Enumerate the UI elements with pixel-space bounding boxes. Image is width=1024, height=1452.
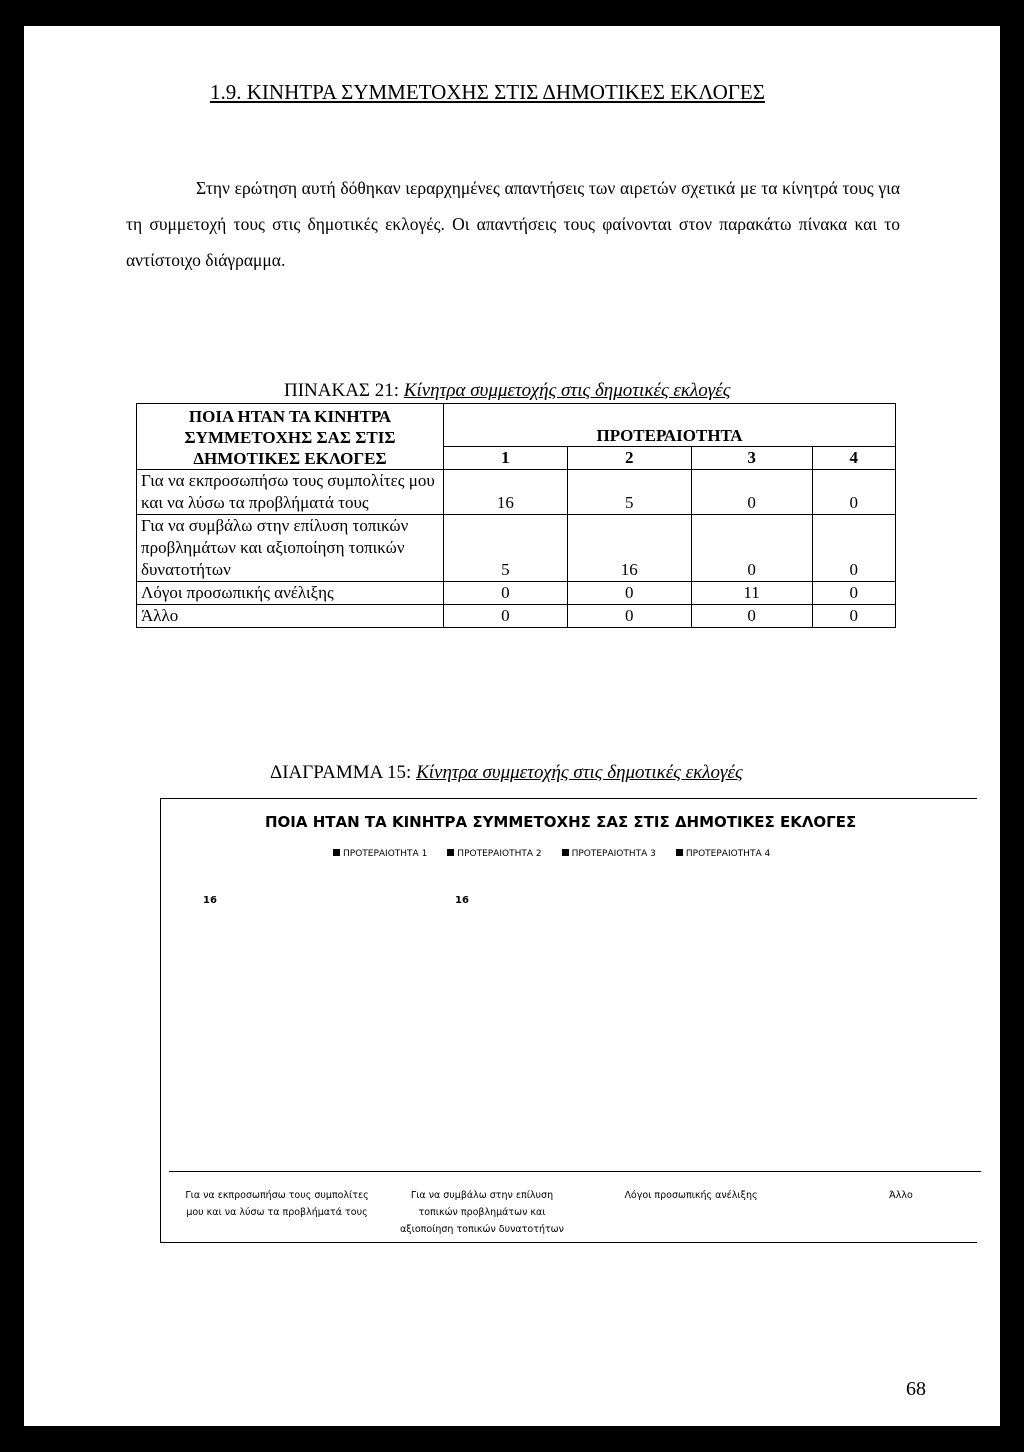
x-tick-label: Για να συμβάλω στην επίλυση τοπικών προβλημάτων και αξιοποίηση τοπικών δυνατοτήτων [400,1190,564,1235]
x-tick-label: Για να εκπροσωπήσω τους συμπολίτες μου και να λύσω τα προβλήματά τους [185,1190,369,1218]
legend-swatch [333,849,340,856]
table-caption [284,380,730,402]
legend-swatch [562,849,569,856]
row-label: Άλλο [137,605,444,628]
page-number: 68 [906,1378,926,1400]
cell-value: 0 [444,582,568,605]
cell-value: 0 [812,470,895,515]
table-caption-title: Κίνητρα συμμετοχής στις δημοτικές εκλογές [403,380,731,401]
cell-value: 5 [567,470,691,515]
chart-legend [333,849,770,859]
cell-value: 0 [812,582,895,605]
legend-swatch [676,849,683,856]
cell-value: 5 [444,515,568,582]
cell-value: 16 [444,470,568,515]
x-tick-label: Λόγοι προσωπικής ανέλιξης [624,1190,758,1201]
table-header-priority: ΠΡΟΤΕΡΑΙΟΤΗΤΑ [444,404,896,447]
legend-item [676,849,770,859]
chart-caption-title: Κίνητρα συμμετοχής στις δημοτικές εκλογές [416,762,743,783]
chart-caption-prefix: ΔΙΑΓΡΑΜΜΑ 15: [270,762,417,783]
cell-value: 0 [691,515,812,582]
cell-value: 0 [567,582,691,605]
cell-value: 0 [691,470,812,515]
x-axis-line [169,1171,981,1172]
data-label: 16 [455,895,469,906]
x-tick-label: Άλλο [889,1190,913,1201]
legend-item [562,849,656,859]
chart [160,798,977,1243]
row-label: Λόγοι προσωπικής ανέλιξης [137,582,444,605]
cell-value: 11 [691,582,812,605]
table-row [137,605,896,628]
priority-col-4: 4 [812,447,895,470]
table-row [137,582,896,605]
chart-title: ΠΟΙΑ ΗΤΑΝ ΤΑ ΚΙΝΗΤΡΑ ΣΥΜΜΕΤΟΧΗΣ ΣΑΣ ΣΤΙΣ ΔΗΜΟΤΙΚΕΣ ΕΚΛΟΓΕΣ [265,813,857,831]
cell-value: 0 [567,605,691,628]
section-heading: 1.9. ΚΙΝΗΤΡΑ ΣΥΜΜΕΤΟΧΗΣ ΣΤΙΣ ΔΗΜΟΤΙΚΕΣ ΕΚΛΟΓΕΣ [210,80,765,104]
priority-col-3: 3 [691,447,812,470]
row-label: Για να συμβάλω στην επίλυση τοπικών προβλημάτων και αξιοποίηση τοπικών δυνατοτήτων [137,515,444,582]
intro-paragraph: Στην ερώτηση αυτή δόθηκαν ιεραρχημένες απαντήσεις των αιρετών σχετικά με τα κίνητρά τους για τη συμμετοχή τους στις δημοτικές εκλογές. Οι απαντήσεις τους φαίνονται στον παρακάτω πίνακα και το αντίστοιχο διάγραμμα. [126,178,900,270]
priority-col-1: 1 [444,447,568,470]
cell-value: 0 [691,605,812,628]
cell-value: 0 [812,605,895,628]
legend-item [447,849,541,859]
cell-value: 0 [444,605,568,628]
chart-caption [270,762,743,784]
table-header-motives: ΠΟΙΑ ΗΤΑΝ ΤΑ ΚΙΝΗΤΡΑ ΣΥΜΜΕΤΟΧΗΣ ΣΑΣ ΣΤΙΣ ΔΗΜΟΤΙΚΕΣ ΕΚΛΟΓΕΣ [137,404,444,470]
legend-label: ΠΡΟΤΕΡΑΙΟΤΗΤΑ 3 [571,849,656,859]
cell-value: 0 [812,515,895,582]
data-label: 16 [203,895,217,906]
legend-label: ΠΡΟΤΕΡΑΙΟΤΗΤΑ 4 [685,849,771,859]
motives-table [136,403,896,628]
legend-item [333,849,427,859]
row-label: Για να εκπροσωπήσω τους συμπολίτες μου και να λύσω τα προβλήματά τους [137,470,444,515]
table-row [137,470,896,515]
legend-label: ΠΡΟΤΕΡΑΙΟΤΗΤΑ 1 [343,849,428,859]
table-caption-prefix: ΠΙΝΑΚΑΣ 21: [284,380,404,401]
legend-swatch [447,849,454,856]
cell-value: 16 [567,515,691,582]
table-row [137,515,896,582]
priority-col-2: 2 [567,447,691,470]
legend-label: ΠΡΟΤΕΡΑΙΟΤΗΤΑ 2 [457,849,542,859]
